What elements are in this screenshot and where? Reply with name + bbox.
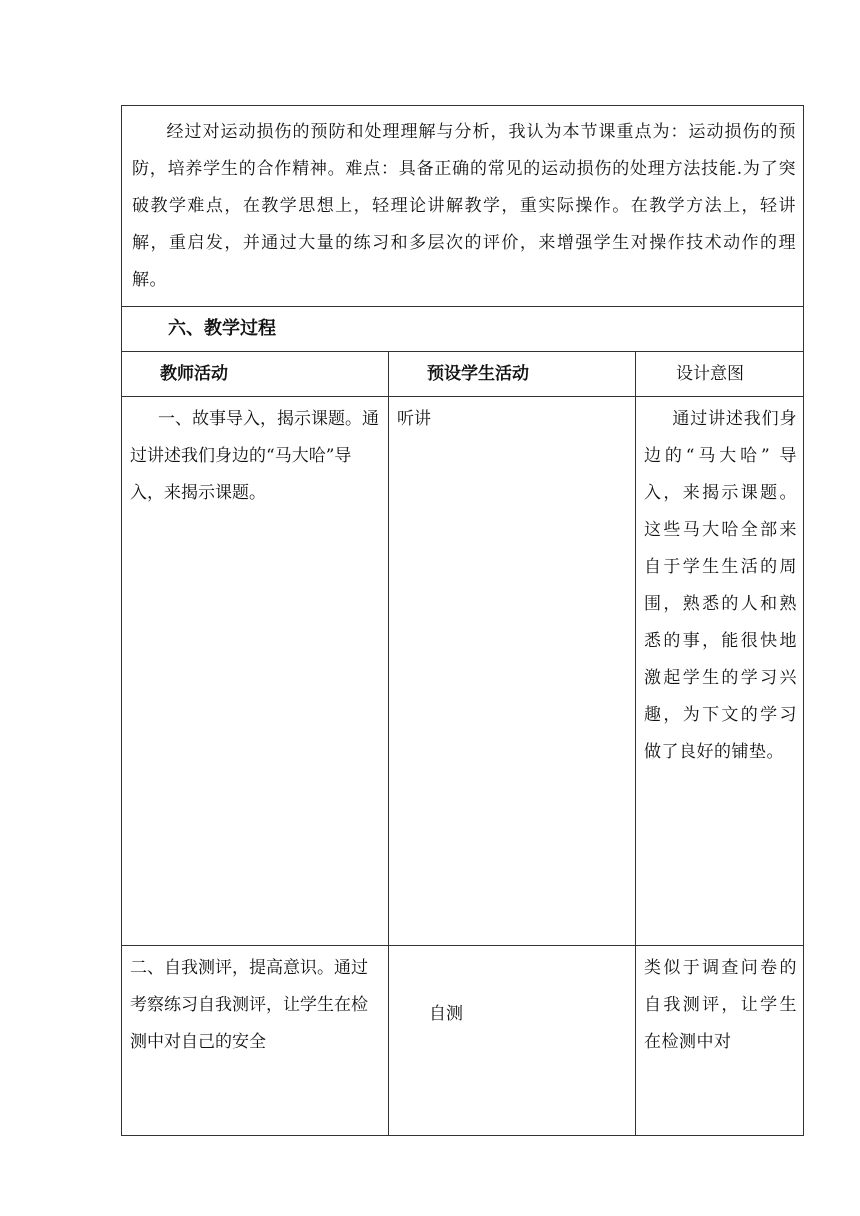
teacher-activity-cell: 二、自我测评，提高意识。通过考察练习自我测评，让学生在检测中对自己的安全	[122, 946, 389, 1136]
section-row	[122, 307, 804, 352]
student-activity-cell: 自测	[389, 946, 636, 1136]
intro-text: 经过对运动损伤的预防和处理理解与分析，我认为本节课重点为：运动损伤的预防，培养学生的合作精神。难点：具备正确的常见的运动损伤的处理方法技能.为了突破教学难点，在教学思想上，轻理论讲解教学，重实际操作。在教学方法上，轻讲解，重启发，并通过大量的练习和多层次的评价，来增强学生对操作技术动作的理解。	[132, 122, 796, 290]
student-activity-cell: 听讲	[389, 397, 636, 946]
header-row	[122, 352, 804, 397]
intro-cell	[122, 106, 804, 307]
teacher-activity-text: 一、故事导入，揭示课题。通过讲述我们身边的“马大哈”导入，来揭示课题。	[130, 409, 379, 503]
intro-row	[122, 106, 804, 307]
design-intent-cell	[636, 397, 804, 946]
table-row	[122, 946, 804, 1136]
design-intent-text: 通过讲述我们身边的“马大哈” 导入，来揭示课题。这些马大哈全部来自于学生生活的周围，熟悉的人和熟悉的事，能很快地激起学生的学习兴趣，为下文的学习做了良好的铺垫。	[644, 409, 797, 762]
lesson-plan-table	[121, 105, 804, 1136]
teacher-activity-cell	[122, 397, 389, 946]
document-page	[121, 105, 803, 1136]
header-design-intent: 设计意图	[636, 352, 804, 397]
section-title: 六、教学过程	[122, 307, 804, 352]
header-student-activity: 预设学生活动	[389, 352, 636, 397]
table-row	[122, 397, 804, 946]
design-intent-cell: 类似于调查问卷的自我测评，让学生在检测中对	[636, 946, 804, 1136]
header-teacher-activity: 教师活动	[122, 352, 389, 397]
